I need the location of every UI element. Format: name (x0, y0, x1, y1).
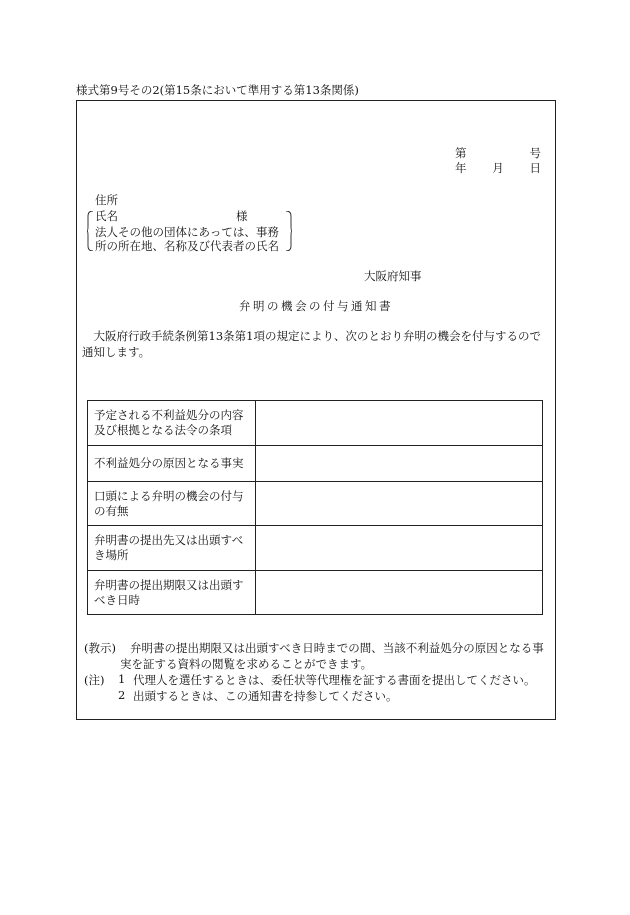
corp-note-line2: 所の所在地、名称及び代表者の氏名 (95, 239, 279, 253)
table-row (88, 571, 543, 615)
document-number (455, 145, 541, 161)
issuer: 大阪府知事 (364, 269, 422, 283)
kyoji-label: (教示) (84, 641, 116, 655)
row-label: 弁明書の提出期限又は出頭すべき日時 (88, 571, 256, 615)
note-label: (注) (84, 673, 105, 687)
row-value (256, 401, 543, 446)
table-row (88, 526, 543, 571)
address-label: 住所 (95, 193, 118, 207)
row-label: 弁明書の提出先又は出頭すべき場所 (88, 526, 256, 571)
row-value (256, 571, 543, 615)
date-month: 月 (492, 161, 504, 175)
number-suffix: 号 (529, 146, 541, 160)
right-bracket-icon (286, 211, 292, 251)
form-caption: 様式第9号その2(第15条において準用する第13条関係) (76, 83, 359, 97)
note2-text: 出頭するときは、この通知書を持参してください。 (133, 689, 398, 703)
row-label: 予定される不利益処分の内容及び根拠となる法令の条項 (88, 401, 256, 446)
row-value (256, 446, 543, 482)
number-prefix: 第 (455, 146, 467, 160)
corp-note-line1: 法人その他の団体にあっては、事務 (95, 225, 279, 239)
name-label: 氏名 (95, 209, 118, 223)
note1-text: 代理人を選任するときは、委任状等代理権を証する書面を提出してください。 (133, 673, 536, 687)
body-text: 大阪府行政手続条例第13条第1項の規定により、次のとおり弁明の機会を付与するので通知します。 (82, 329, 541, 359)
row-label: 口頭による弁明の機会の付与の有無 (88, 482, 256, 526)
kyoji-line2: 実を証する資料の閲覧を求めることができます。 (120, 657, 373, 671)
row-value (256, 526, 543, 571)
document-date (455, 160, 541, 176)
row-value (256, 482, 543, 526)
honorific: 様 (236, 209, 248, 223)
note2-number: 2 (118, 688, 126, 702)
row-label: 不利益処分の原因となる事実 (88, 446, 256, 482)
table-row (88, 401, 543, 446)
left-bracket-icon (87, 211, 93, 251)
notice-table (87, 400, 543, 615)
table-row (88, 482, 543, 526)
note1-number: 1 (118, 672, 126, 686)
document-title: 弁明の機会の付与通知書 (239, 299, 393, 313)
date-year: 年 (455, 161, 467, 175)
table-row (88, 446, 543, 482)
date-day: 日 (529, 161, 541, 175)
kyoji-line1: 弁明書の提出期限又は出頭すべき日時までの間、当該不利益処分の原因となる事 (130, 641, 544, 655)
